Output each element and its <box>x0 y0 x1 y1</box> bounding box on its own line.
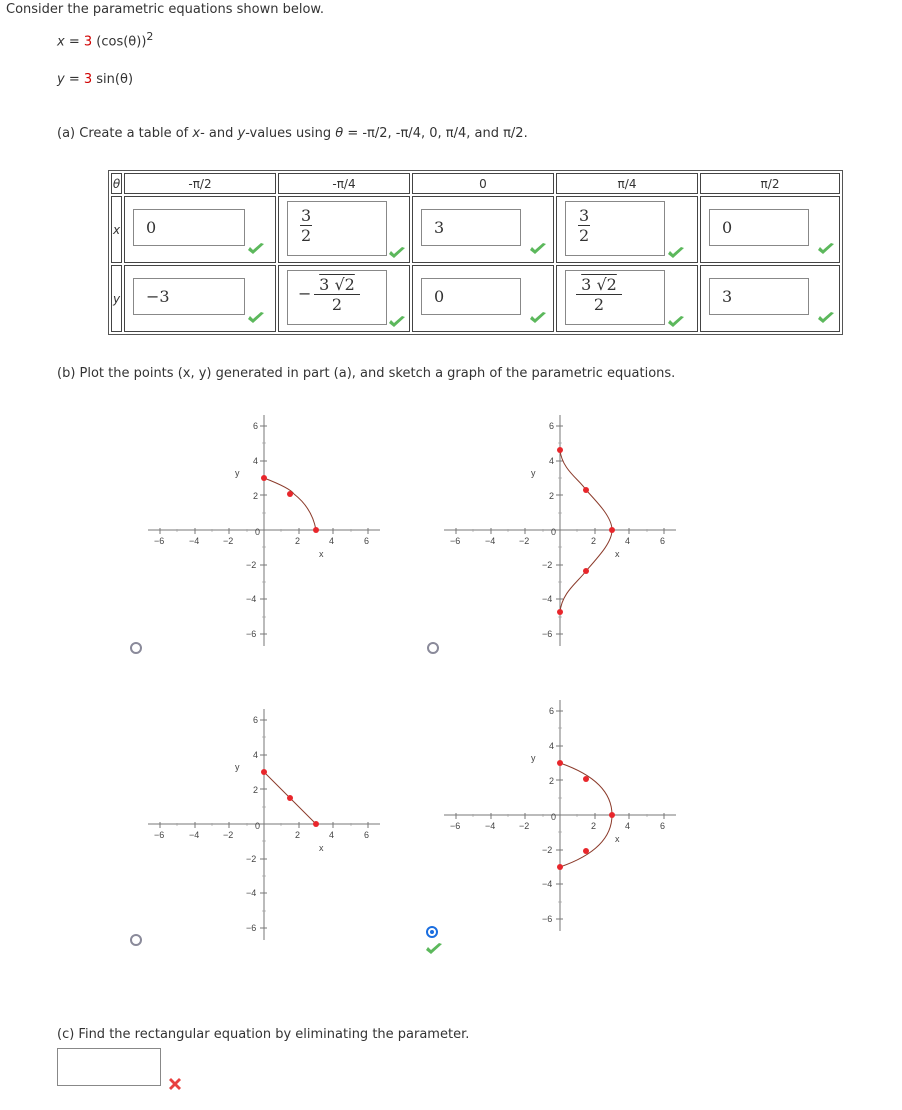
fraction-denominator: 2 <box>314 294 360 314</box>
part-a-prompt <box>57 126 528 141</box>
svg-text:2: 2 <box>295 830 301 840</box>
check-icon <box>667 246 685 260</box>
option-2-graph <box>440 410 680 650</box>
x-answer-1-value: 0 <box>146 218 157 237</box>
y-row <box>111 265 840 332</box>
option-4-radio[interactable] <box>426 926 438 938</box>
svg-text:4: 4 <box>625 536 631 546</box>
fraction-denominator: 2 <box>576 294 622 314</box>
svg-text:4: 4 <box>549 741 555 751</box>
svg-text:−6: −6 <box>246 629 257 639</box>
eq-x-lhs: x <box>57 34 65 50</box>
x-answer-2-fraction <box>300 206 312 245</box>
fraction-denominator: 2 <box>301 226 312 245</box>
check-icon <box>247 242 265 256</box>
eq-x-coef: 3 <box>83 34 93 50</box>
svg-text:2: 2 <box>295 536 301 546</box>
svg-text:4: 4 <box>253 456 259 466</box>
svg-text:y: y <box>235 468 240 478</box>
svg-text:−4: −4 <box>485 536 496 546</box>
y-answer-3-value: 0 <box>434 287 445 306</box>
eq-y-equals: = <box>64 72 84 87</box>
svg-text:−2: −2 <box>542 560 553 570</box>
y-answer-3[interactable] <box>421 278 521 315</box>
svg-text:y: y <box>531 468 536 478</box>
y-answer-5[interactable] <box>709 278 809 315</box>
y-answer-1[interactable] <box>133 278 245 315</box>
svg-text:x: x <box>319 549 324 559</box>
svg-text:−2: −2 <box>223 830 234 840</box>
y-cell-2 <box>278 265 410 332</box>
part-a-mid: - and <box>200 126 238 141</box>
svg-text:4: 4 <box>625 821 631 831</box>
eq-x-rest: (cos(θ)) <box>92 34 147 50</box>
svg-text:−2: −2 <box>519 821 530 831</box>
svg-text:−4: −4 <box>542 594 553 604</box>
svg-text:4: 4 <box>329 536 335 546</box>
part-a-theta: θ <box>335 126 344 141</box>
y-cell-4 <box>556 265 698 332</box>
option-4-graph <box>440 695 680 935</box>
svg-text:6: 6 <box>660 821 666 831</box>
x-answer-1[interactable] <box>133 209 245 246</box>
svg-text:0: 0 <box>255 821 261 831</box>
x-answer-4[interactable] <box>565 201 665 256</box>
check-icon <box>667 315 685 329</box>
svg-text:2: 2 <box>591 821 597 831</box>
y-answer-2-fraction <box>314 275 360 314</box>
x-row <box>111 196 840 263</box>
svg-text:2: 2 <box>549 776 555 786</box>
part-a-suffix: -values using <box>245 126 336 141</box>
svg-text:−6: −6 <box>542 629 553 639</box>
svg-text:6: 6 <box>364 830 370 840</box>
x-answer-2[interactable] <box>287 201 387 256</box>
intro-text: Consider the parametric equations shown below. <box>6 2 324 17</box>
svg-text:−6: −6 <box>450 536 461 546</box>
eq-y-rest: sin(θ) <box>92 72 134 87</box>
fraction-numerator: 3 <box>301 206 312 225</box>
x-cell-3 <box>412 196 554 263</box>
svg-text:4: 4 <box>549 456 555 466</box>
svg-text:0: 0 <box>551 527 557 537</box>
check-icon <box>817 311 835 325</box>
svg-text:x: x <box>615 549 620 559</box>
x-cell-1 <box>124 196 276 263</box>
y-answer-2[interactable] <box>287 270 387 325</box>
svg-text:−4: −4 <box>246 594 257 604</box>
y-cell-5 <box>700 265 840 332</box>
svg-text:0: 0 <box>255 527 261 537</box>
svg-text:−2: −2 <box>246 560 257 570</box>
option-4-check-icon <box>425 942 443 956</box>
svg-text:−4: −4 <box>542 879 553 889</box>
svg-text:4: 4 <box>253 750 259 760</box>
svg-text:−6: −6 <box>154 830 165 840</box>
y-cell-3 <box>412 265 554 332</box>
svg-text:y: y <box>531 753 536 763</box>
svg-text:2: 2 <box>253 785 259 795</box>
fraction-numerator: 3 <box>579 206 590 225</box>
svg-text:x: x <box>615 834 620 844</box>
col-header-pi-4: π/4 <box>556 173 698 194</box>
svg-text:−6: −6 <box>450 821 461 831</box>
equation-y <box>57 72 133 87</box>
svg-text:6: 6 <box>660 536 666 546</box>
fraction-denominator: 2 <box>579 226 590 245</box>
svg-text:−6: −6 <box>246 923 257 933</box>
eq-x-exp: 2 <box>146 30 154 43</box>
incorrect-x-icon <box>167 1076 183 1092</box>
svg-text:−4: −4 <box>189 536 200 546</box>
svg-text:6: 6 <box>549 706 555 716</box>
svg-text:−6: −6 <box>154 536 165 546</box>
svg-text:y: y <box>235 762 240 772</box>
check-icon <box>529 311 547 325</box>
x-answer-4-fraction <box>578 206 590 245</box>
x-cell-2 <box>278 196 410 263</box>
svg-text:−2: −2 <box>519 536 530 546</box>
fraction-numerator: 3 √2 <box>319 275 355 294</box>
part-c-prompt: (c) Find the rectangular equation by eliminating the parameter. <box>57 1027 470 1042</box>
check-icon <box>388 246 406 260</box>
part-b-prompt: (b) Plot the points (x, y) generated in part (a), and sketch a graph of the parametric equations. <box>57 366 676 381</box>
svg-text:0: 0 <box>551 812 557 822</box>
option-1-graph <box>140 410 380 650</box>
fraction-numerator: 3 √2 <box>581 275 617 294</box>
eq-y-coef: 3 <box>83 72 93 87</box>
part-a-prefix: (a) Create a table of <box>57 126 193 141</box>
svg-text:−2: −2 <box>223 536 234 546</box>
rectangular-equation-input[interactable] <box>57 1048 161 1086</box>
x-answer-3[interactable] <box>421 209 521 246</box>
option-2-radio[interactable] <box>427 642 439 654</box>
col-header-neg-pi-4: -π/4 <box>278 173 410 194</box>
svg-text:6: 6 <box>364 536 370 546</box>
row-header-x: x <box>111 196 122 263</box>
part-a-values: = -π/2, -π/4, 0, π/4, and π/2. <box>343 126 528 141</box>
svg-text:4: 4 <box>329 830 335 840</box>
y-answer-2-sign: − <box>298 284 312 303</box>
svg-text:−2: −2 <box>246 854 257 864</box>
check-icon <box>817 242 835 256</box>
y-answer-5-value: 3 <box>722 287 733 306</box>
y-cell-1 <box>124 265 276 332</box>
svg-text:2: 2 <box>549 491 555 501</box>
svg-text:2: 2 <box>591 536 597 546</box>
y-answer-1-value: −3 <box>146 287 170 306</box>
x-cell-5 <box>700 196 840 263</box>
values-table <box>108 170 843 335</box>
eq-x-equals: = <box>64 34 84 50</box>
col-header-pi-2: π/2 <box>700 173 840 194</box>
row-header-y: y <box>111 265 122 332</box>
col-header-neg-pi-2: -π/2 <box>124 173 276 194</box>
x-cell-4 <box>556 196 698 263</box>
check-icon <box>529 242 547 256</box>
row-header-theta: θ <box>111 173 122 194</box>
x-answer-3-value: 3 <box>434 218 445 237</box>
check-icon <box>388 315 406 329</box>
svg-text:−6: −6 <box>542 914 553 924</box>
col-header-0: 0 <box>412 173 554 194</box>
svg-text:6: 6 <box>253 715 259 725</box>
y-answer-4[interactable] <box>565 270 665 325</box>
eq-y-lhs: y <box>57 72 65 87</box>
part-a-y: y <box>237 126 246 141</box>
y-answer-4-fraction <box>576 275 622 314</box>
svg-text:2: 2 <box>253 491 259 501</box>
svg-text:−4: −4 <box>189 830 200 840</box>
check-icon <box>247 311 265 325</box>
svg-text:−4: −4 <box>246 888 257 898</box>
svg-text:−4: −4 <box>485 821 496 831</box>
part-a-x: x <box>192 126 201 141</box>
equation-x <box>57 30 153 49</box>
option-3-graph <box>140 704 380 944</box>
svg-text:−2: −2 <box>542 845 553 855</box>
svg-text:6: 6 <box>253 421 259 431</box>
theta-row <box>111 173 840 194</box>
svg-text:6: 6 <box>549 421 555 431</box>
svg-text:x: x <box>319 843 324 853</box>
x-answer-5-value: 0 <box>722 218 733 237</box>
x-answer-5[interactable] <box>709 209 809 246</box>
